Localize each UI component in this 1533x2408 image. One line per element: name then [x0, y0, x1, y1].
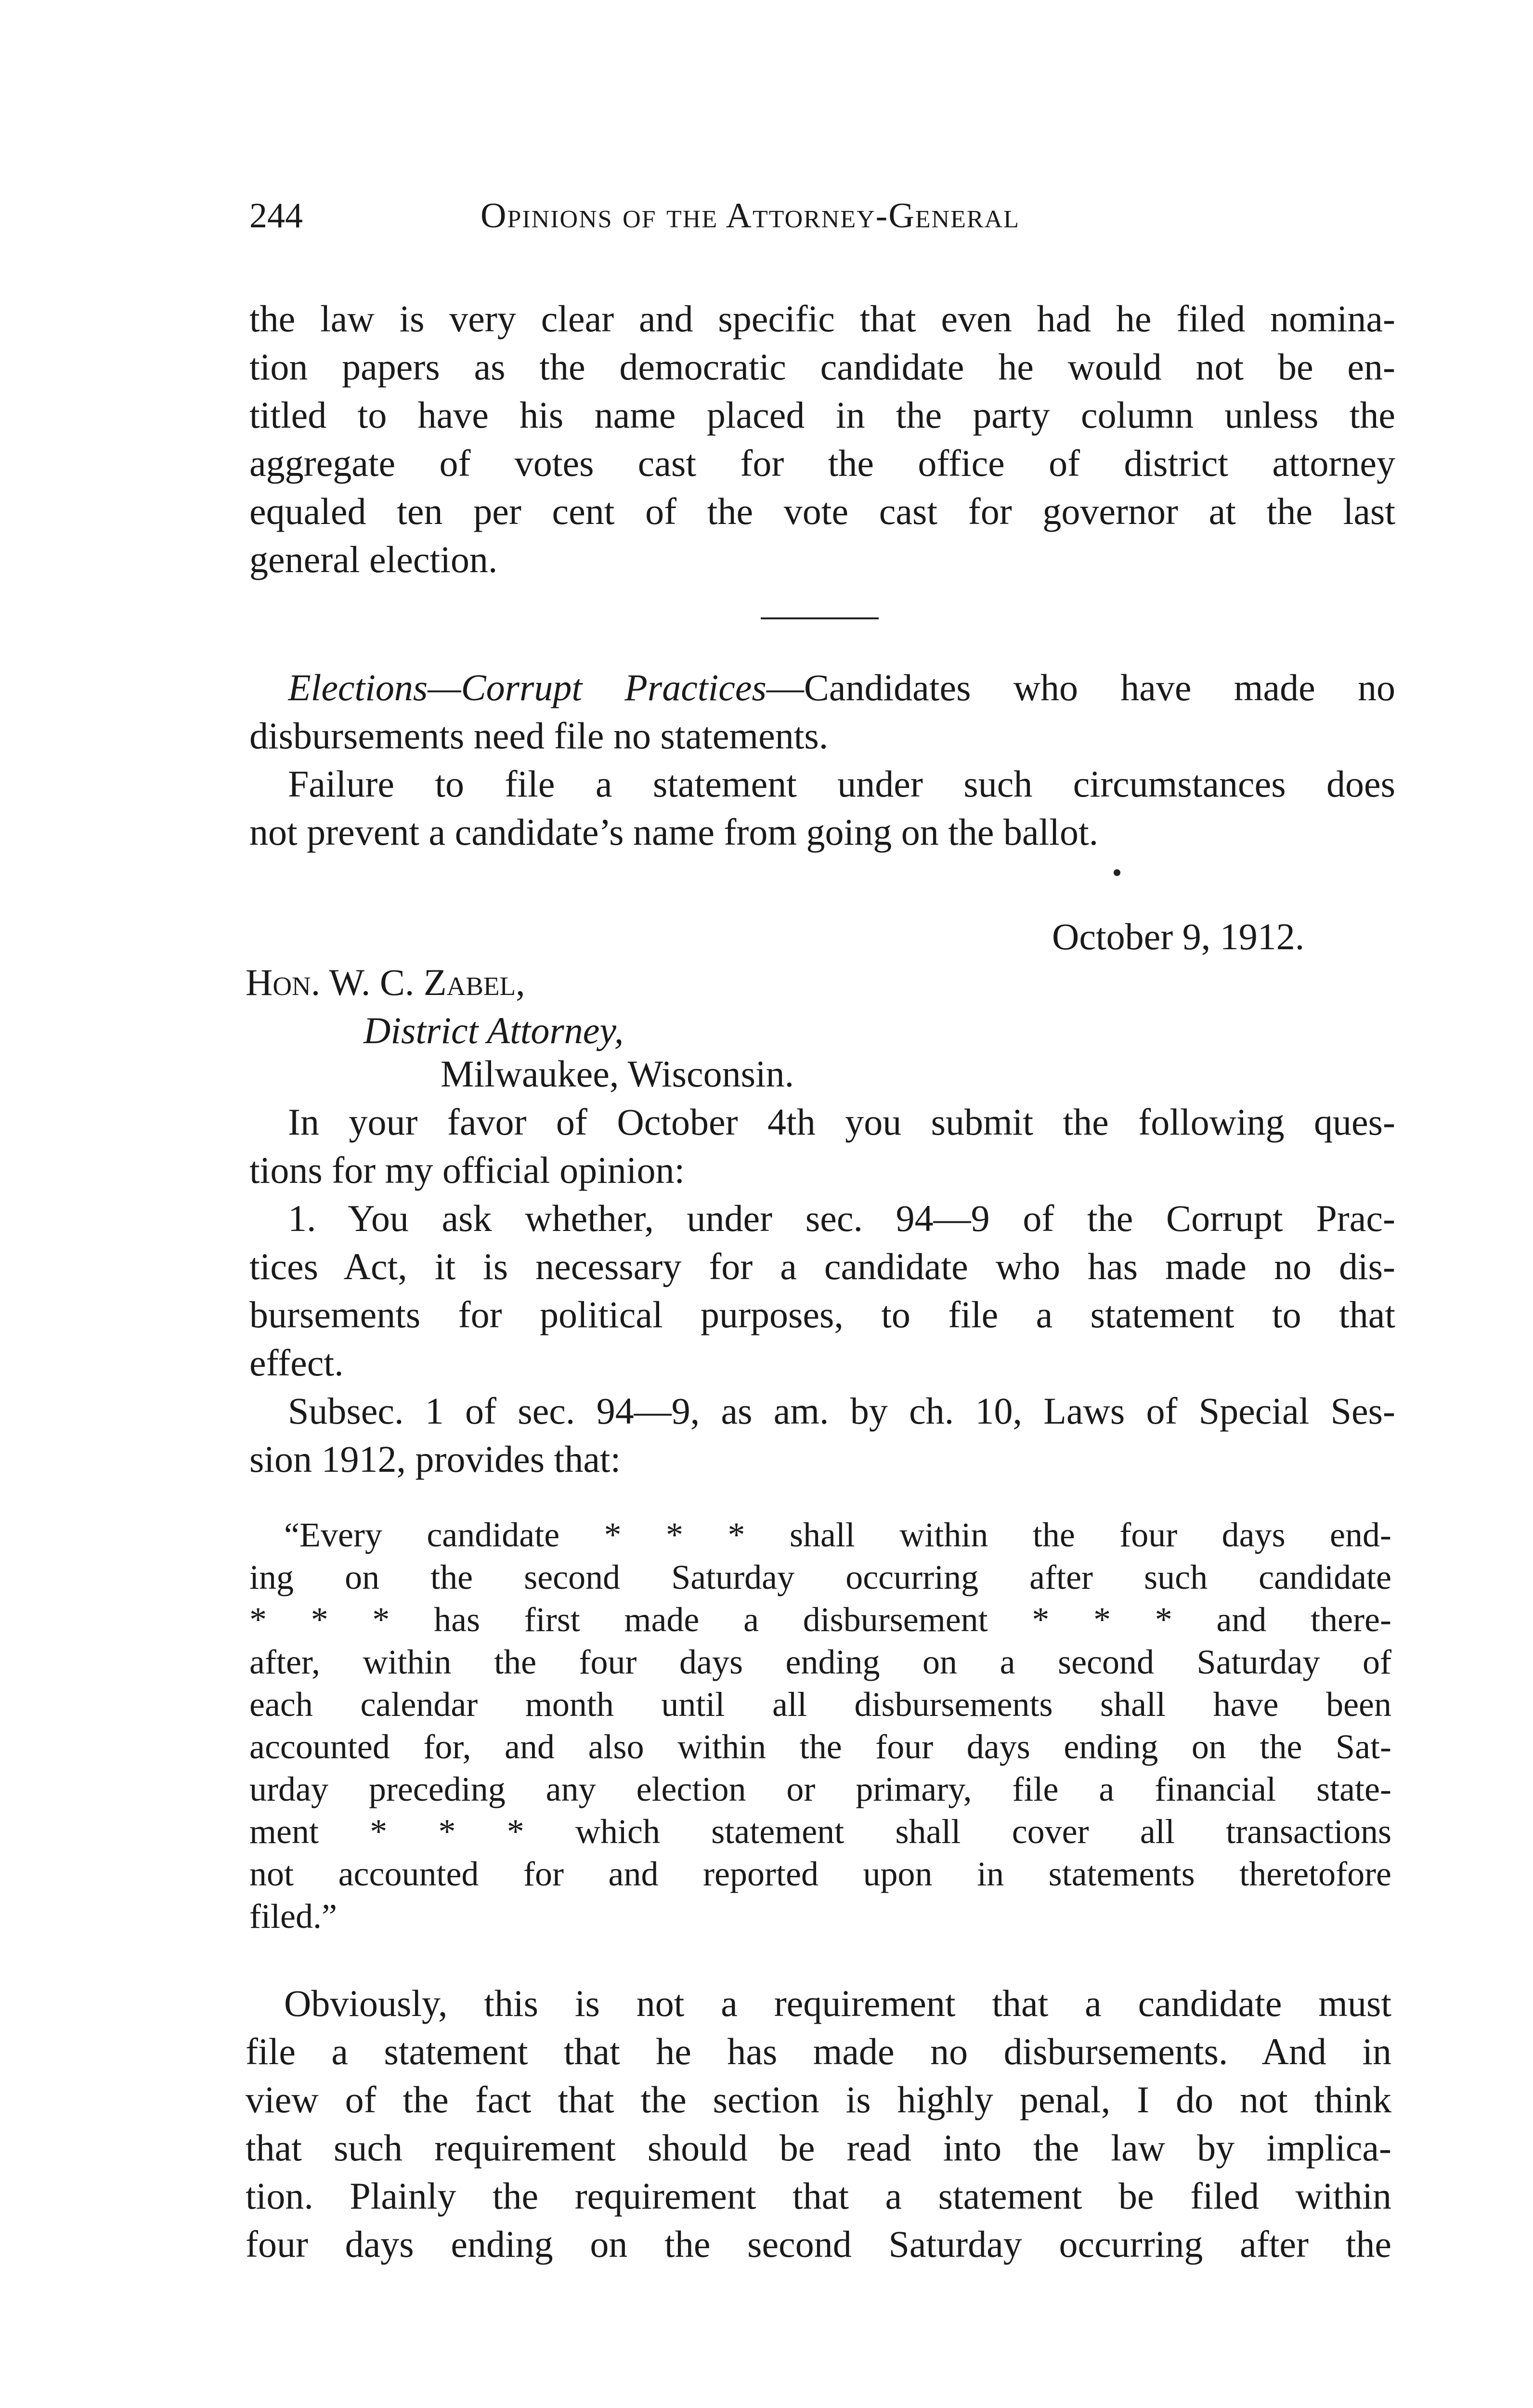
quote-line: each calendar month until all disbursements shall have been [249, 1685, 1391, 1724]
quote-line: not accounted for and reported upon in statements theretofore [249, 1855, 1391, 1893]
body-line: tices Act, it is necessary for a candidate who has made no dis- [249, 1245, 1395, 1287]
section-divider [761, 617, 879, 619]
addressee-place: Milwaukee, Wisconsin. [441, 1053, 794, 1095]
closing-line: four days ending on the second Saturday occurring after the [246, 2223, 1391, 2265]
quote-line: urday preceding any election or primary, file a financial state- [249, 1770, 1391, 1808]
body-line: sion 1912, provides that: [249, 1438, 621, 1480]
body-line: tions for my official opinion: [249, 1149, 685, 1191]
quote-line: ing on the second Saturday occurring after such candidate [249, 1558, 1391, 1597]
syllabus-line: disbursements need file no statements. [249, 715, 829, 757]
body-line: In your favor of October 4th you submit the following ques- [288, 1101, 1395, 1143]
closing-line: file a statement that he has made no disbursements. And in [246, 2030, 1391, 2072]
syllabus-heading [288, 664, 1395, 712]
intro-line: tion papers as the democratic candidate he would not be en- [249, 346, 1395, 388]
addressee-name: Hon. W. C. Zabel, [246, 961, 525, 1003]
quote-line: ment * * * which statement shall cover all transactions [249, 1812, 1391, 1851]
body-line: Subsec. 1 of sec. 94—9, as am. by ch. 10, Laws of Special Ses- [288, 1390, 1395, 1432]
page-number: 244 [249, 196, 303, 236]
intro-line: the law is very clear and specific that even had he filed nomina- [249, 298, 1395, 340]
intro-line: aggregate of votes cast for the office of district attorney [249, 442, 1395, 484]
page-header [249, 192, 1183, 240]
letter-date: October 9, 1912. [1052, 916, 1305, 957]
syllabus-line: not prevent a candidate’s name from going on the ballot. [249, 811, 1099, 853]
closing-line: tion. Plainly the requirement that a statement be filed within [246, 2175, 1391, 2217]
intro-line: equaled ten per cent of the vote cast for governor at the last [249, 490, 1395, 532]
body-line: bursements for political purposes, to file a statement to that [249, 1294, 1395, 1335]
syllabus-line: Failure to file a statement under such circumstances does [288, 763, 1395, 805]
quote-line: “Every candidate * * * shall within the four days end- [284, 1516, 1391, 1554]
closing-line: view of the fact that the section is highly penal, I do not think [246, 2079, 1391, 2120]
intro-line: titled to have his name placed in the party column unless the [249, 394, 1395, 436]
body-line: effect. [249, 1342, 344, 1384]
running-head: Opinions of the Attorney-General [481, 196, 1020, 236]
closing-line: that such requirement should be read into the law by implica- [246, 2127, 1391, 2169]
syllabus-heading-rest: —Candidates who have made no [766, 667, 1395, 708]
quote-line: * * * has first made a disbursement * * * and there- [249, 1600, 1391, 1639]
print-speck [1114, 869, 1120, 876]
closing-line: Obviously, this is not a requirement that a candidate must [284, 1982, 1391, 2024]
body-line: 1. You ask whether, under sec. 94—9 of the Corrupt Prac- [288, 1197, 1395, 1239]
intro-line: general election. [249, 538, 498, 580]
addressee-title: District Attorney, [364, 1009, 624, 1051]
syllabus-heading-italic: Elections—Corrupt Practices [288, 667, 766, 708]
quote-line: after, within the four days ending on a second Saturday of [249, 1643, 1391, 1681]
quote-line: filed.” [249, 1897, 337, 1936]
quote-line: accounted for, and also within the four days ending on the Sat- [249, 1727, 1391, 1766]
